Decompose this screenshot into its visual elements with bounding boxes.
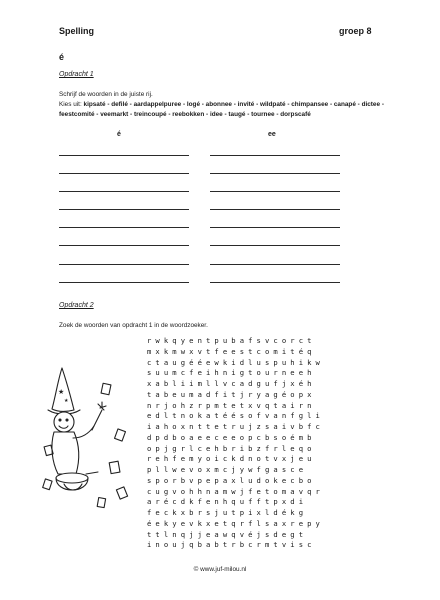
grid-row: tabeumadfitjryagéopx [147,389,316,399]
group-label: groep 8 [339,26,372,36]
svg-text:★: ★ [64,398,69,404]
grid-row: xabliimllvcadgufjxéh [147,379,316,388]
answer-line[interactable] [59,191,189,192]
answer-lines-e-accent [59,155,189,300]
word-search-grid [147,336,324,551]
grid-row: mxkmwxvtfeestcomitéq [147,346,316,356]
grid-row: pllwevoxmcjywfgasce [147,465,308,474]
letter-heading: é [59,52,65,62]
grid-row: feckxbrsjutpixldékg [147,508,308,517]
footer-url: © www.juf-milou.nl [193,566,247,573]
answer-line[interactable] [210,282,340,283]
opdracht-2-title: Opdracht 2 [59,302,94,309]
word-list: kipsaté - defilé - aardappelpuree - logé - abonnee - invité - wildpaté - chimpansee - canapé - dictee - feestcomité - veemarkt - treincoupé - reebokken - idee - taugé - tournee - dorpscafé [59,101,384,118]
answer-line[interactable] [210,227,340,228]
grid-row: ctaugééewkidluspuhikw [147,357,324,367]
opdracht-1-title: Opdracht 1 [59,71,94,78]
opdracht-2-instruction: Zoek de woorden van opdracht 1 in de woordzoeker. [59,322,208,329]
grid-row: dpdboaeeceeopcbsoémb [147,432,316,442]
grid-row: cugvohhnamwjfetomavqr [147,486,324,496]
word-choice-list [59,100,391,120]
column-header-e-accent: é [117,131,121,138]
column-header-ee: ee [268,131,276,138]
grid-row: opjgrlcehbribzfrleqo [147,443,316,453]
answer-line[interactable] [59,173,189,174]
grid-row: inoujqbabtrbcrmtvisc [147,540,316,550]
answer-line[interactable] [59,227,189,228]
grid-row: suumcfeihnigtourneeh [147,368,316,378]
kies-label: Kies uit: [59,101,84,108]
grid-row: rehfemyoickdnotvxjeu [147,454,316,464]
answer-line[interactable] [210,245,340,246]
opdracht-1-instruction: Schrijf de woorden in de juiste rij. [59,91,153,98]
subject-title: Spelling [59,26,95,36]
grid-row: sporbvpepaxludokecbo [147,475,316,485]
answer-line[interactable] [210,264,340,265]
answer-line[interactable] [210,209,340,210]
grid-row: nrjohzrpmtetxvqtairn [147,400,316,410]
grid-row: éekyevkxetqrflsaxrepy [147,518,324,528]
answer-line[interactable] [210,173,340,174]
answer-line[interactable] [59,264,189,265]
answer-line[interactable] [210,155,340,156]
grid-row: ttlnqjjeawqvéjsdegt [147,529,308,539]
answer-line[interactable] [59,155,189,156]
answer-line[interactable] [59,282,189,283]
grid-row: rwkqyentpubafsvcorct [147,336,316,345]
grid-row: arécdkfenhqufftpxdi [147,497,308,507]
grid-row: edltnokatéésofvanfgli [147,411,324,421]
grid-row: iahoxnttetrujzsaivbfc [147,422,324,431]
answer-line[interactable] [59,209,189,210]
svg-text:★: ★ [58,389,65,396]
answer-line[interactable] [59,245,189,246]
answer-lines-ee [210,155,340,300]
wizard-illustration [40,366,135,516]
answer-line[interactable] [210,191,340,192]
